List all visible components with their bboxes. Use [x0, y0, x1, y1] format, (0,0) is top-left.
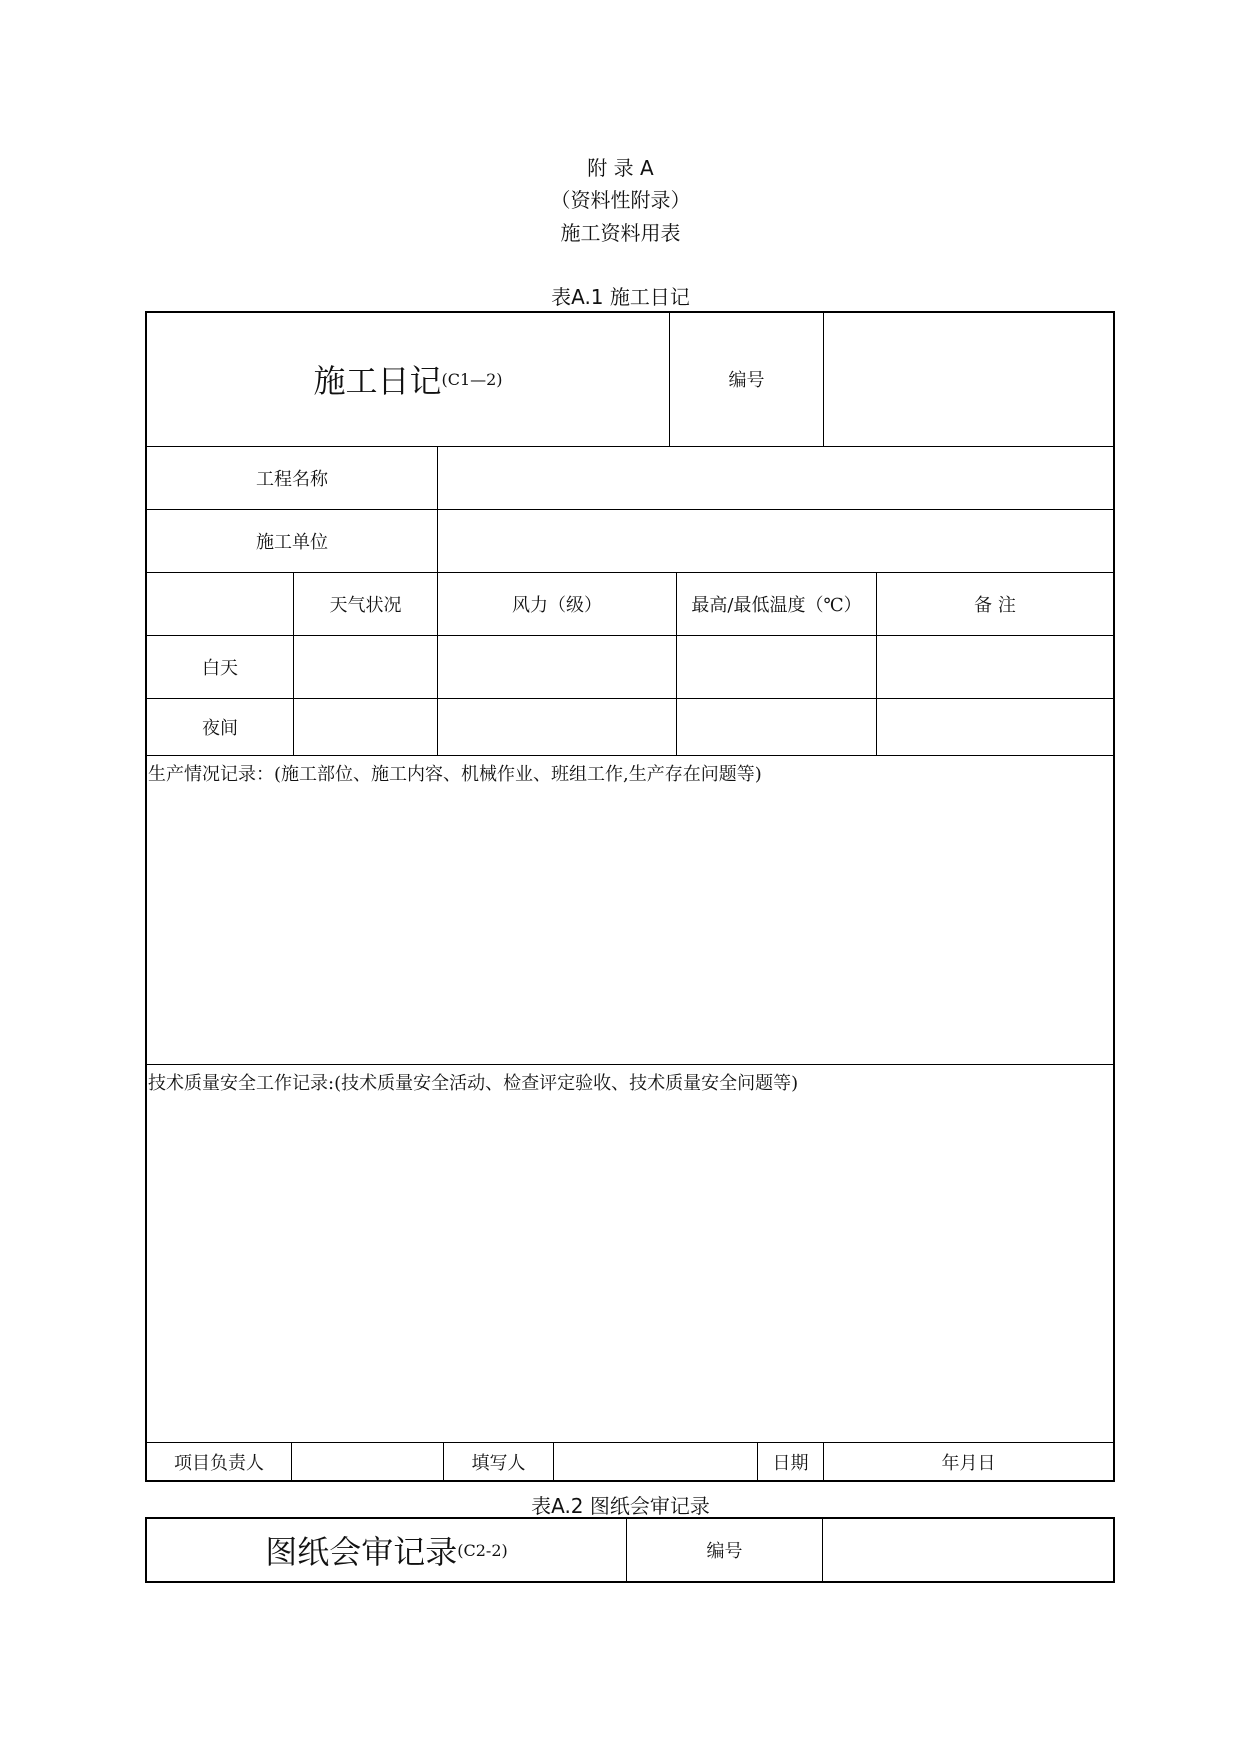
diary-title [147, 313, 669, 445]
appendix-heading: 附 录 A [587, 156, 654, 180]
drawing-review-number-field[interactable] [823, 1519, 1113, 1581]
project-manager-field[interactable] [292, 1443, 443, 1481]
weather-header-condition: 天气状况 [329, 595, 402, 616]
daytime-wind-field[interactable] [438, 636, 676, 698]
construction-unit-label: 施工单位 [256, 532, 328, 553]
weather-header-temperature: 最高/最低温度（℃） [691, 595, 862, 616]
table2-caption: 表A.2 图纸会审记录 [531, 1494, 710, 1518]
quality-record-area[interactable] [147, 1100, 1113, 1440]
filler-field[interactable] [554, 1443, 757, 1481]
nighttime-remark-field[interactable] [877, 699, 1113, 755]
number-field[interactable] [824, 313, 1113, 445]
project-name-field[interactable] [438, 447, 1113, 509]
drawing-review-number-label: 编号 [706, 1541, 743, 1562]
drawing-review-form-code: (C2-2) [457, 1540, 508, 1560]
diary-form-code: (C1—2) [441, 369, 503, 389]
daytime-remark-field[interactable] [877, 636, 1113, 698]
number-label: 编号 [728, 370, 765, 391]
nighttime-weather-field[interactable] [294, 699, 437, 755]
quality-record-label: 技术质量安全工作记录:(技术质量安全活动、检查评定验收、技术质量安全问题等) [148, 1073, 799, 1094]
date-field[interactable]: 年月日 [941, 1453, 996, 1474]
nighttime-label: 夜间 [202, 718, 238, 739]
drawing-review-title [147, 1519, 626, 1581]
diary-title-text: 施工日记 [313, 362, 442, 400]
nighttime-wind-field[interactable] [438, 699, 676, 755]
project-name-label: 工程名称 [256, 469, 328, 490]
weather-header-wind: 风力（级） [512, 595, 602, 616]
filler-label: 填写人 [471, 1453, 526, 1474]
appendix-subheading: （资料性附录） [550, 188, 691, 212]
production-record-label: 生产情况记录：(施工部位、施工内容、机械作业、班组工作,生产存在问题等) [148, 764, 762, 785]
drawing-review-title-text: 图纸会审记录 [265, 1533, 458, 1571]
weather-header-remark: 备 注 [974, 595, 1016, 616]
nighttime-temperature-field[interactable] [677, 699, 876, 755]
daytime-label: 白天 [202, 658, 238, 679]
project-manager-label: 项目负责人 [174, 1453, 264, 1474]
daytime-temperature-field[interactable] [677, 636, 876, 698]
construction-unit-field[interactable] [438, 510, 1113, 572]
section-title: 施工资料用表 [560, 221, 681, 245]
daytime-weather-field[interactable] [294, 636, 437, 698]
production-record-area[interactable] [147, 790, 1113, 1062]
table1-caption: 表A.1 施工日记 [551, 285, 690, 309]
weather-header-blank [147, 573, 293, 635]
date-label: 日期 [772, 1453, 809, 1474]
